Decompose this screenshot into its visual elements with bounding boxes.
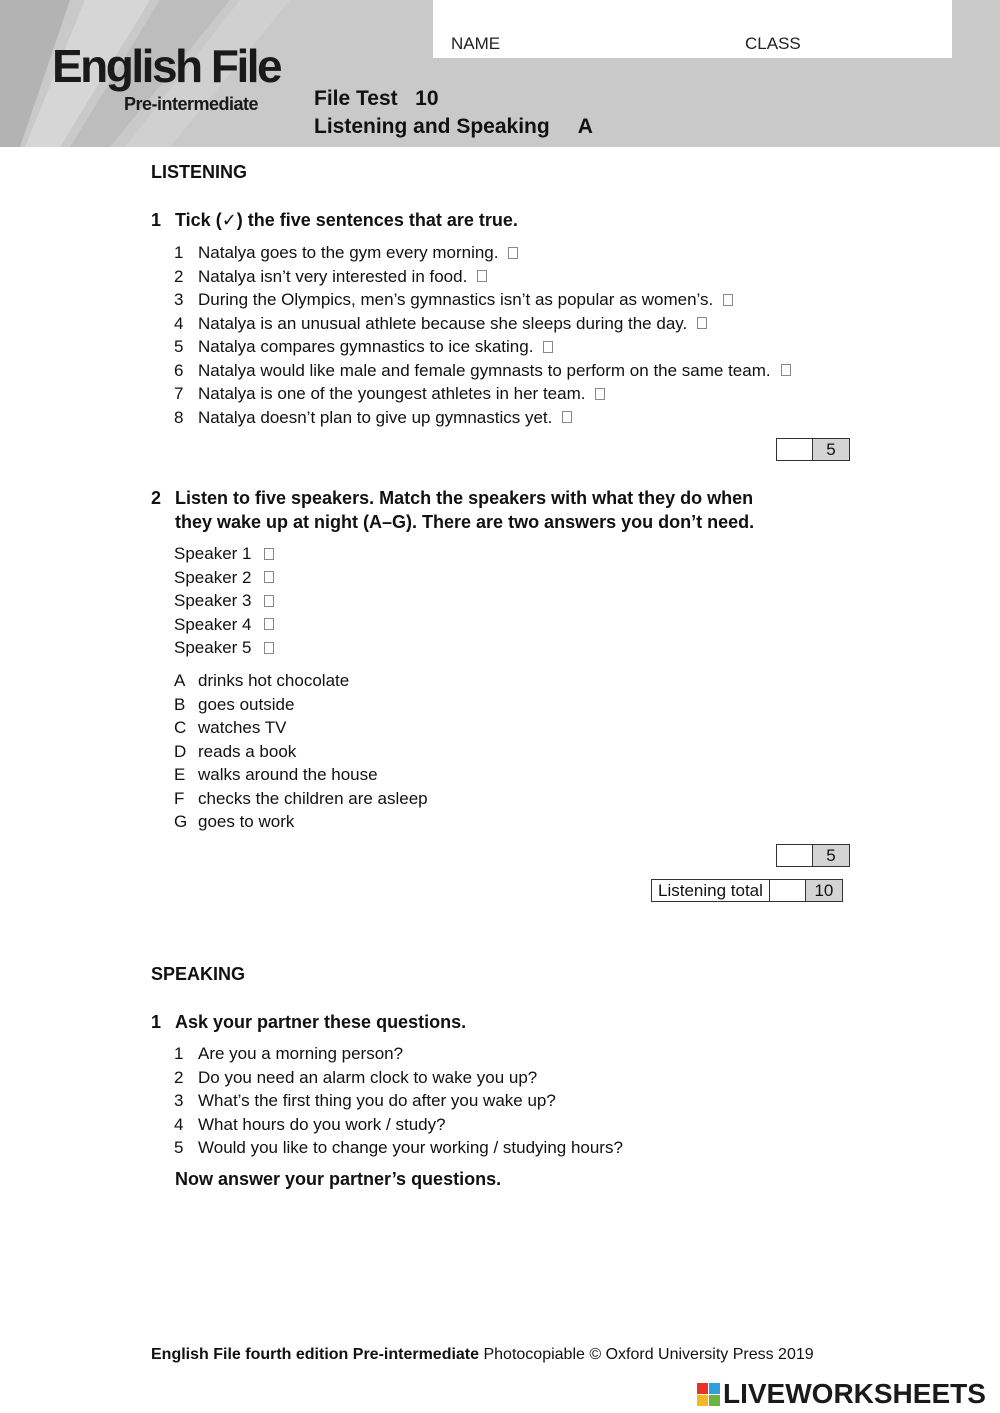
option-letter: F	[174, 788, 185, 808]
option-list	[174, 669, 428, 834]
speaker-item	[174, 542, 274, 566]
item-number: 1	[174, 243, 184, 262]
option-item	[174, 716, 428, 740]
question-item	[174, 1113, 623, 1137]
option-text: walks around the house	[198, 765, 378, 784]
total-label: Listening total	[652, 880, 770, 901]
item-number: 6	[174, 360, 184, 380]
list-item	[174, 241, 791, 265]
list-item	[174, 312, 791, 336]
tick-box[interactable]	[723, 294, 733, 306]
answer-box[interactable]	[264, 548, 274, 560]
task-text: Ask your partner these questions.	[175, 1012, 467, 1032]
task2-score-box	[776, 844, 850, 867]
task-text-line1: Listen to five speakers. Match the speakers with what they do when	[175, 488, 754, 508]
form-letter: A	[577, 115, 593, 138]
speaker-label: Speaker 5	[174, 638, 252, 657]
answer-box[interactable]	[264, 571, 274, 583]
tick-box[interactable]	[595, 388, 605, 400]
item-number: 4	[174, 313, 184, 333]
speaker-list	[174, 542, 274, 660]
option-text: watches TV	[198, 718, 287, 737]
tick-box[interactable]	[543, 341, 553, 353]
speaker-label: Speaker 2	[174, 567, 252, 587]
speaker-label: Speaker 3	[174, 591, 252, 610]
list-item	[174, 265, 791, 289]
speaker-item	[174, 613, 274, 637]
listening-task1-list	[174, 241, 791, 429]
task-number: 1	[151, 1012, 162, 1032]
list-item	[174, 335, 791, 359]
logo-main: English File	[52, 40, 281, 92]
option-text: goes to work	[198, 812, 295, 831]
answer-box[interactable]	[264, 618, 274, 630]
list-item	[174, 382, 791, 406]
listening-total-box	[651, 879, 843, 902]
speaking-heading: SPEAKING	[151, 964, 246, 984]
option-letter: C	[174, 718, 187, 737]
liveworksheets-watermark	[697, 1378, 986, 1410]
item-text: Natalya isn’t very interested in food.	[198, 266, 468, 286]
question-text: What hours do you work / study?	[198, 1114, 446, 1134]
total-max: 10	[806, 880, 842, 901]
tick-box[interactable]	[508, 247, 518, 259]
item-text: Natalya doesn’t plan to give up gymnastics yet.	[198, 407, 553, 427]
question-text: Would you like to change your working / studying hours?	[198, 1138, 623, 1157]
logo-sub: Pre-intermediate	[124, 94, 259, 114]
speaker-item	[174, 589, 274, 613]
footer-rest: Photocopiable © Oxford University Press 2019	[479, 1346, 814, 1363]
speaker-label: Speaker 1	[174, 544, 252, 563]
item-number: 3	[174, 290, 184, 309]
question-text: Are you a morning person?	[198, 1044, 404, 1063]
tick-box[interactable]	[562, 411, 572, 423]
listening-task2-instruction	[151, 486, 851, 534]
task-text-line2: they wake up at night (A–G). There are two answers you don’t need.	[175, 512, 755, 532]
footer-copyright	[151, 1346, 814, 1364]
score-input[interactable]	[777, 845, 813, 866]
item-number: 8	[174, 407, 184, 427]
option-letter: D	[174, 741, 187, 761]
option-text: drinks hot chocolate	[198, 671, 350, 690]
question-item	[174, 1042, 623, 1066]
item-number: 7	[174, 384, 184, 403]
question-text: Do you need an alarm clock to wake you up?	[198, 1067, 538, 1087]
speaker-item	[174, 566, 274, 590]
task-number: 2	[151, 488, 162, 508]
question-item	[174, 1066, 623, 1090]
logo	[52, 40, 281, 114]
question-number: 2	[174, 1067, 184, 1087]
answer-box[interactable]	[264, 595, 274, 607]
answer-box[interactable]	[264, 642, 274, 654]
header-band	[0, 0, 1000, 147]
name-label: NAME	[451, 34, 501, 53]
subtitle-text: Listening and Speaking	[314, 115, 550, 138]
item-text: During the Olympics, men’s gymnastics isn’t as popular as women’s.	[198, 290, 714, 309]
option-item	[174, 669, 428, 693]
name-class-box	[433, 0, 952, 58]
item-text: Natalya goes to the gym every morning.	[198, 243, 499, 262]
speaker-label: Speaker 4	[174, 614, 252, 634]
list-item	[174, 288, 791, 312]
item-number: 2	[174, 266, 184, 286]
option-item	[174, 763, 428, 787]
total-input[interactable]	[770, 880, 806, 901]
item-number: 5	[174, 337, 184, 356]
option-item	[174, 693, 428, 717]
question-item	[174, 1136, 623, 1160]
list-item	[174, 406, 791, 430]
option-item	[174, 810, 428, 834]
task-text: Tick (✓) the five sentences that are true.	[175, 210, 518, 230]
question-list	[174, 1042, 623, 1160]
listening-heading: LISTENING	[151, 162, 248, 182]
test-subtitle	[314, 113, 593, 141]
closing-instruction: Now answer your partner’s questions.	[175, 1169, 502, 1189]
speaker-item	[174, 636, 274, 660]
score-input[interactable]	[777, 439, 813, 460]
test-title	[314, 85, 593, 141]
speaking-task1-instruction	[151, 1010, 851, 1034]
option-item	[174, 740, 428, 764]
watermark-text: LIVEWORKSHEETS	[723, 1378, 986, 1409]
task1-score-box	[776, 438, 850, 461]
option-text: goes outside	[198, 694, 295, 714]
question-number: 4	[174, 1114, 184, 1134]
option-letter: G	[174, 812, 188, 831]
tick-box[interactable]	[781, 364, 791, 376]
option-letter: B	[174, 694, 186, 714]
score-max: 5	[813, 439, 849, 460]
question-text: What’s the first thing you do after you wake up?	[198, 1091, 556, 1110]
tick-box[interactable]	[477, 270, 487, 282]
option-letter: A	[174, 671, 186, 690]
item-text: Natalya is one of the youngest athletes in her team.	[198, 384, 586, 403]
option-text: checks the children are asleep	[198, 788, 428, 808]
score-max: 5	[813, 845, 849, 866]
question-number: 1	[174, 1044, 184, 1063]
option-text: reads a book	[198, 741, 297, 761]
item-text: Natalya is an unusual athlete because she sleeps during the day.	[198, 313, 688, 333]
listening-task1-instruction	[151, 208, 851, 232]
question-number: 5	[174, 1138, 184, 1157]
option-letter: E	[174, 765, 186, 784]
footer-title: English File fourth edition Pre-intermediate	[151, 1346, 480, 1363]
item-text: Natalya compares gymnastics to ice skating.	[198, 337, 534, 356]
liveworksheets-icon	[697, 1383, 720, 1406]
test-number: File Test 10	[314, 87, 439, 110]
list-item	[174, 359, 791, 383]
tick-box[interactable]	[697, 317, 707, 329]
question-item	[174, 1089, 623, 1113]
class-label: CLASS	[745, 34, 801, 53]
question-number: 3	[174, 1091, 184, 1110]
task-number: 1	[151, 210, 162, 230]
option-item	[174, 787, 428, 811]
item-text: Natalya would like male and female gymnasts to perform on the same team.	[198, 360, 771, 380]
